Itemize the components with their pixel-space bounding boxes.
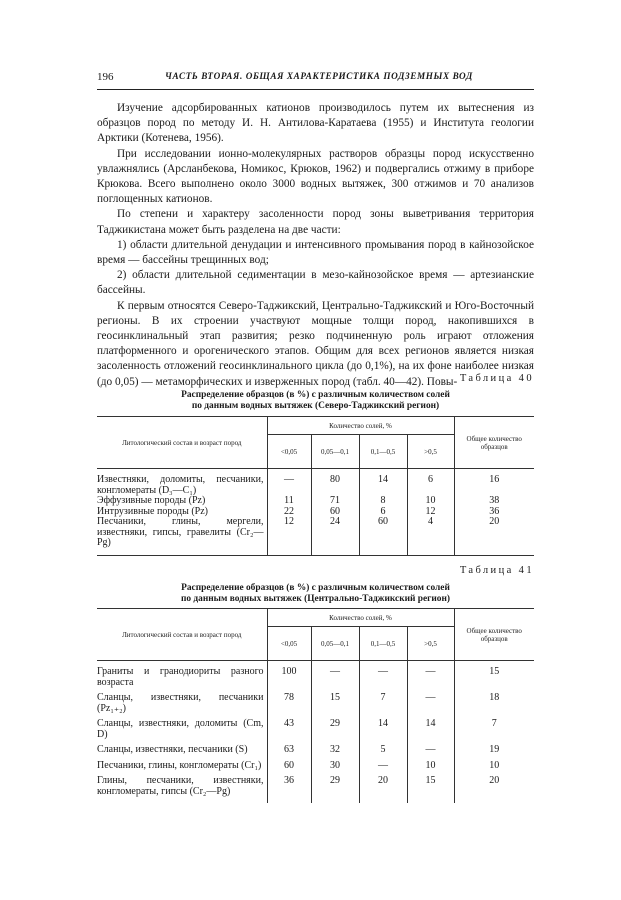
cell: 60 [267,759,311,775]
paragraph: По степени и характеру засоленности пород зоны выветривания территория Таджикистана может быть разделена на две части: [97,208,534,236]
cell: 4 [407,517,454,555]
cell: 78 [267,691,311,717]
cell: 10 [407,759,454,775]
paragraph: К первым относятся Северо-Таджикский, Центрально-Таджикский и Юго-Восточный регионы. В их строении участвуют мощные толщи пород, накопившихся в геосинклинальный этап развития; резко подчиненную роль играют отложения платформенного и орогенического этапов. Общим для всех регионов является низкая засоленность отложений геосинклинального цикла (до 0,1%), на их фоне наиболее низкая (до 0,05) — метаморфических и изверженных пород (табл. 40—42). Повы- [97,299,534,388]
table-40-label: Таблица 40 [459,373,534,384]
paragraph: 1) области длительной денудации и интенсивного промывания пород в кайнозойское время — бассейны трещинных вод; [97,238,534,267]
paragraph: 2) области длительной седиментации в мезо-кайнозойское время — артезианские бассейны. [97,269,534,297]
cell: 15 [454,661,534,692]
cell: — [407,743,454,759]
table-row [97,759,534,775]
table-41-label: Таблица 41 [459,565,534,576]
cell: 6 [359,507,407,518]
cell: — [407,691,454,717]
cell: 80 [311,469,359,497]
header-rule [97,89,534,90]
cell: 6 [407,469,454,497]
cell: 20 [454,517,534,555]
table-41-caption-line2: по данным водных вытяжек (Центрально-Таджикский регион) [180,594,451,604]
cell: 19 [454,743,534,759]
table-40-caption-line2: по данным водных вытяжек (Северо-Таджикский регион) [191,401,440,411]
row-label: Интрузивные породы (Pz) [97,507,267,518]
running-title: ЧАСТЬ ВТОРАЯ. ОБЩАЯ ХАРАКТЕРИСТИКА ПОДЗЕМНЫХ ВОД [165,71,473,81]
cell: 5 [359,743,407,759]
column-header-bin: 0,1—0,5 [359,435,407,469]
table-41-caption [97,583,534,605]
column-header-salts: Количество солей, % [267,609,454,627]
paragraph: Изучение адсорбированных катионов производилось путем их вытеснения из образцов пород по методу И. Н. Антилова-Каратаева (1955) и Института геологии Арктики (Котенева, 1956). [97,102,534,145]
table-row [97,517,534,555]
cell: 14 [359,717,407,743]
column-header-bin: 0,1—0,5 [359,627,407,661]
cell: 36 [454,507,534,518]
cell: — [407,661,454,692]
column-header-bin: >0,5 [407,435,454,469]
table-40-caption [97,390,534,412]
cell: 15 [407,774,454,803]
table-40-caption-line1: Распределение образцов (в %) с различным количеством солей [181,390,450,400]
cell: 14 [359,469,407,497]
column-header-salts: Количество солей, % [267,417,454,435]
table-41 [97,608,534,803]
cell: 60 [311,507,359,518]
cell: 20 [454,774,534,803]
row-label: Глины, песчаники, известняки, конгломераты, гипсы (Cr₂—Pg) [97,774,267,803]
cell: 10 [407,496,454,507]
row-label: Граниты и гранодиориты разного возраста [97,661,267,692]
cell: — [359,759,407,775]
cell: 7 [359,691,407,717]
cell: 18 [454,691,534,717]
cell: 71 [311,496,359,507]
cell: 11 [267,496,311,507]
table-row [97,661,534,692]
cell: 100 [267,661,311,692]
cell: 20 [359,774,407,803]
column-header-bin: 0,05—0,1 [311,435,359,469]
cell: 63 [267,743,311,759]
column-header-lithology: Литологический состав и возраст пород [97,417,267,469]
page-number: 196 [97,71,114,83]
cell: 24 [311,517,359,555]
cell: 10 [454,759,534,775]
cell: 22 [267,507,311,518]
column-header-total: Общее количество образцов [454,417,534,469]
column-header-bin: 0,05—0,1 [311,627,359,661]
row-label: Сланцы, известняки, доломиты (Cm, D) [97,717,267,743]
table-41-caption-line1: Распределение образцов (в %) с различным количеством солей [181,583,450,593]
table-40 [97,416,534,556]
cell: 29 [311,774,359,803]
column-header-bin: <0,05 [267,627,311,661]
cell: 29 [311,717,359,743]
cell: 43 [267,717,311,743]
column-header-bin: <0,05 [267,435,311,469]
cell: 38 [454,496,534,507]
table-row [97,469,534,497]
cell: 8 [359,496,407,507]
table-row [97,496,534,507]
row-label: Эффузивные породы (Pz) [97,496,267,507]
cell: — [359,661,407,692]
cell: 12 [267,517,311,555]
cell: — [267,469,311,497]
cell: 14 [407,717,454,743]
paragraph: При исследовании ионно-молекулярных растворов образцы пород искусственно увлажнялись (Арсланбекова, Номикос, Крюков, 1962) и подвергались отжиму в приборе Крюкова. Всего выполнено около 3000 водных вытяжек, 300 отжимов и 70 анализов поглощенных катионов. [97,147,534,206]
column-header-bin: >0,5 [407,627,454,661]
cell: 36 [267,774,311,803]
cell: 16 [454,469,534,497]
row-label: Песчаники, глины, мергели, известняки, гипсы, гравелиты (Cr₂—Pg) [97,517,267,555]
table-row [97,717,534,743]
cell: — [311,661,359,692]
table-row [97,774,534,803]
column-header-lithology: Литологический состав и возраст пород [97,609,267,661]
table-row [97,691,534,717]
page-header [97,71,534,87]
cell: 15 [311,691,359,717]
row-label: Сланцы, известняки, песчаники (Pz₁₊₂) [97,691,267,717]
cell: 30 [311,759,359,775]
row-label: Известняки, доломиты, песчаники, конгломераты (D₃—C₁) [97,469,267,497]
cell: 60 [359,517,407,555]
column-header-total: Общее количество образцов [454,609,534,661]
row-label: Сланцы, известняки, песчаники (S) [97,743,267,759]
row-label: Песчаники, глины, конгломераты (Cr₁) [97,759,267,775]
body-text [97,101,534,390]
table-row [97,743,534,759]
cell: 32 [311,743,359,759]
cell: 12 [407,507,454,518]
cell: 7 [454,717,534,743]
